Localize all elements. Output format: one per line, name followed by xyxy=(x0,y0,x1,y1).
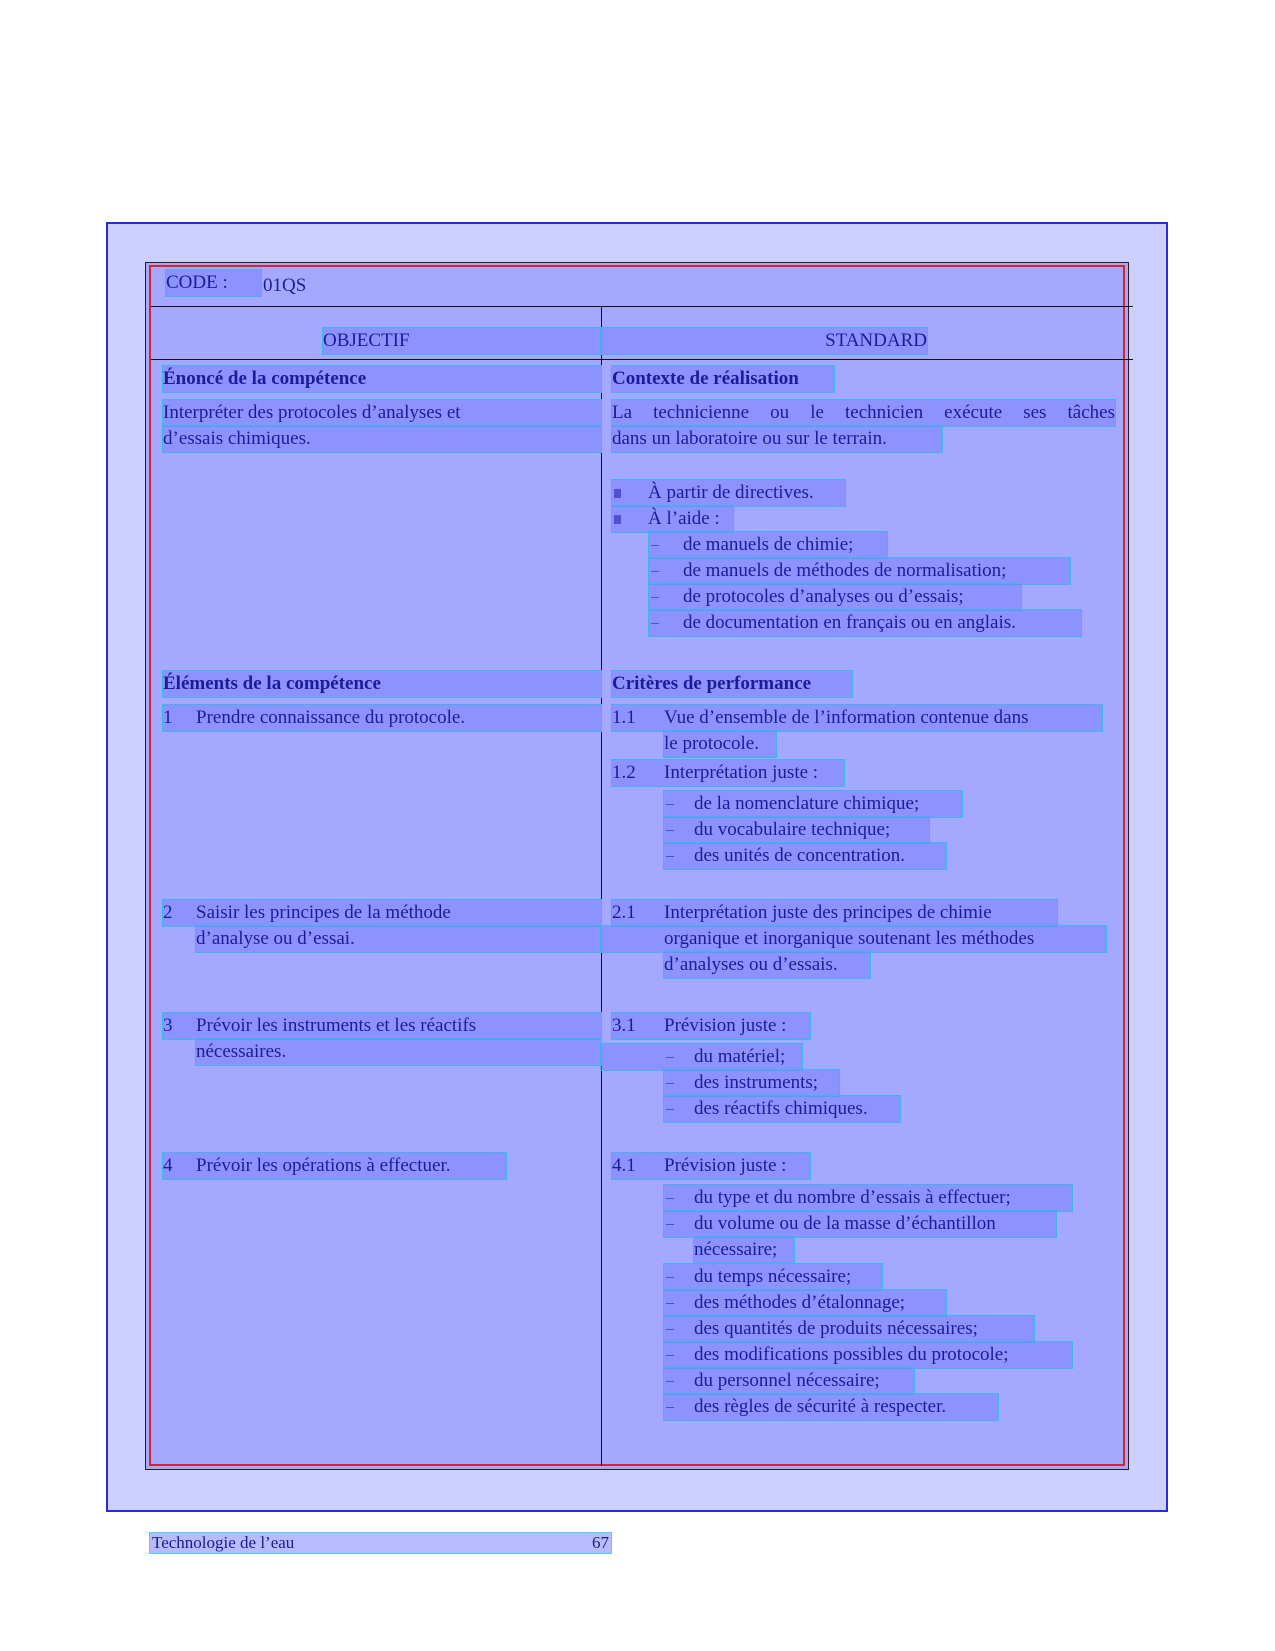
critere-sub-item: des méthodes d’étalonnage; xyxy=(664,1290,946,1316)
code-label: CODE : xyxy=(166,270,261,296)
critere-text: Vue d’ensemble de l’information contenue dans xyxy=(664,707,1029,728)
critere-sub-item: du type et du nombre d’essais à effectuer; xyxy=(664,1185,1072,1211)
enonce-line: d’essais chimiques. xyxy=(163,426,601,452)
critere-sub-item: des réactifs chimiques. xyxy=(664,1096,900,1122)
contexte-sub-item: de protocoles d’analyses ou d’essais; xyxy=(649,584,1021,610)
criteres-title: Critères de performance xyxy=(612,671,852,697)
rule-under-headers xyxy=(151,359,1133,360)
element-text: nécessaires. xyxy=(196,1039,601,1065)
contexte-sub-item: de documentation en français ou en anglais. xyxy=(649,610,1081,636)
critere-sub-item: du volume ou de la masse d’échantillon xyxy=(664,1211,1056,1237)
critere-text: Prévision juste : xyxy=(664,1015,787,1036)
column-header-standard: STANDARD xyxy=(601,328,927,354)
critere-text: Interprétation juste : xyxy=(664,762,819,783)
contexte-sub-item: de manuels de méthodes de normalisation; xyxy=(649,558,1070,584)
critere-text: organique et inorganique soutenant les méthodes xyxy=(601,926,1106,952)
critere-text: Prévision juste : xyxy=(664,1155,787,1176)
elements-title: Éléments de la compétence xyxy=(163,671,601,697)
critere-sub-item: des modifications possibles du protocole; xyxy=(664,1342,1072,1368)
enonce-title: Énoncé de la compétence xyxy=(163,366,601,392)
critere-sub-item: de la nomenclature chimique; xyxy=(664,791,962,817)
critere-text: le protocole. xyxy=(664,731,776,757)
element-text: Prévoir les opérations à effectuer. xyxy=(196,1155,451,1176)
enonce-line: Interpréter des protocoles d’analyses et xyxy=(163,400,601,426)
critere-text: Interprétation juste des principes de chimie xyxy=(664,902,992,923)
critere-sub-item: du vocabulaire technique; xyxy=(664,817,929,843)
element-number: 1 xyxy=(163,705,601,731)
code-value: 01QS xyxy=(263,275,307,296)
critere-sub-item: des unités de concentration. xyxy=(664,843,946,869)
element-text: d’analyse ou d’essai. xyxy=(196,926,601,952)
critere-number: 2.1 xyxy=(612,900,1057,926)
column-header-objectif: OBJECTIF xyxy=(323,328,601,354)
critere-sub-item: du temps nécessaire; xyxy=(664,1264,882,1290)
contexte-line: La technicienne ou le technicien exécute ses tâches xyxy=(612,400,1115,426)
critere-sub-item: du matériel; xyxy=(601,1044,802,1070)
contexte-bullet: À l’aide : xyxy=(612,506,733,532)
contexte-sub-item: de manuels de chimie; xyxy=(649,532,887,558)
rule-under-code xyxy=(151,306,1133,307)
element-text: Saisir les principes de la méthode xyxy=(196,902,451,923)
page-footer xyxy=(150,1533,611,1553)
page-number: 67 xyxy=(592,1533,609,1552)
element-number: 4 xyxy=(163,1153,506,1179)
element-number: 2 xyxy=(163,900,601,926)
critere-sub-item: nécessaire; xyxy=(694,1237,794,1263)
column-divider xyxy=(601,306,602,1466)
critere-sub-item: des règles de sécurité à respecter. xyxy=(664,1394,998,1420)
critere-sub-item: du personnel nécessaire; xyxy=(664,1368,914,1394)
contexte-line: dans un laboratoire ou sur le terrain. xyxy=(612,426,942,452)
contexte-bullet: À partir de directives. xyxy=(612,480,845,506)
critere-sub-item: des instruments; xyxy=(664,1070,839,1096)
element-number: 3 xyxy=(163,1013,601,1039)
element-text: Prévoir les instruments et les réactifs xyxy=(196,1015,477,1036)
critere-number: 1.2 xyxy=(612,760,844,786)
critere-text: d’analyses ou d’essais. xyxy=(664,952,870,978)
critere-sub-item: des quantités de produits nécessaires; xyxy=(664,1316,1034,1342)
critere-number: 4.1 xyxy=(612,1153,810,1179)
critere-number: 3.1 xyxy=(612,1013,810,1039)
contexte-title: Contexte de réalisation xyxy=(612,366,834,392)
footer-title: Technologie de l’eau xyxy=(152,1533,295,1552)
critere-number: 1.1 xyxy=(612,705,1102,731)
element-text: Prendre connaissance du protocole. xyxy=(196,707,466,728)
